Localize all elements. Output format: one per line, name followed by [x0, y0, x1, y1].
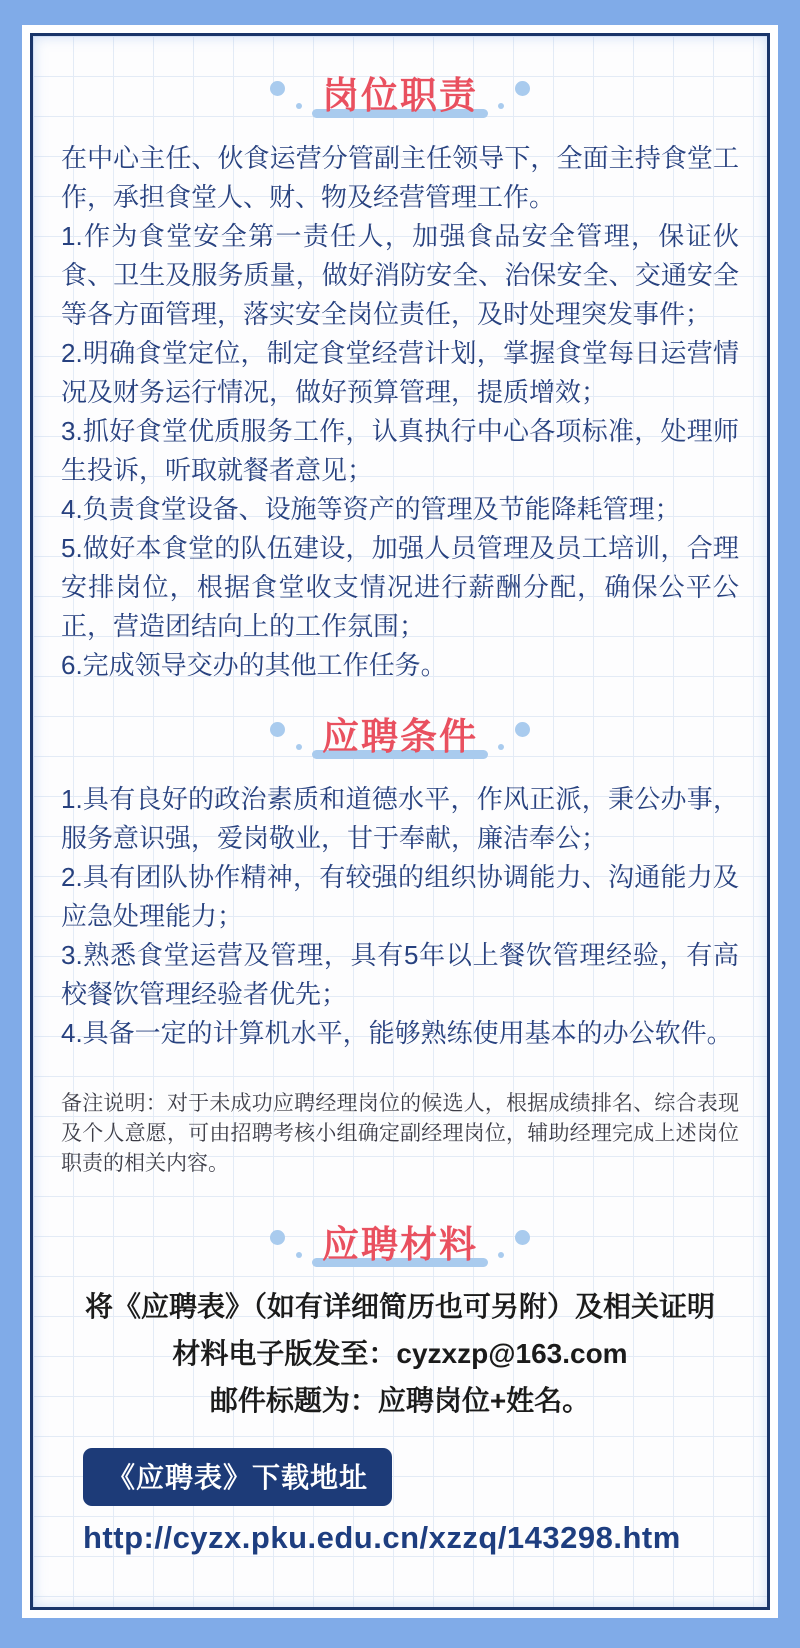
header-decor-dots-left — [270, 1224, 306, 1266]
decor-dot-large — [515, 81, 530, 96]
decor-dot-small — [498, 103, 504, 109]
decor-dot-small — [296, 103, 302, 109]
poster-card — [22, 25, 778, 1618]
section-duties-title: 岗位职责 — [322, 73, 478, 119]
decor-dot-small — [498, 744, 504, 750]
header-decor-dots-right — [494, 75, 530, 117]
section-materials-header — [61, 1219, 739, 1271]
download-button[interactable]: 《应聘表》下载地址 — [83, 1448, 392, 1506]
requirements-paragraph: 3.熟悉食堂运营及管理，具有5年以上餐饮管理经验，有高校餐饮管理经验者优先； — [61, 940, 739, 1009]
duties-paragraph: 1.作为食堂安全第一责任人，加强食品安全管理，保证伙食、卫生及服务质量，做好消防安全、治保安全、交通安全等各方面管理，落实安全岗位责任，及时处理突发事件； — [61, 221, 739, 329]
decor-dot-large — [270, 81, 285, 96]
requirements-paragraph: 1.具有良好的政治素质和道德水平，作风正派，秉公办事，服务意识强，爱岗敬业，甘于奉献，廉洁奉公； — [61, 784, 739, 853]
requirements-paragraph: 4.具备一定的计算机水平，能够熟练使用基本的办公软件。 — [61, 1018, 733, 1048]
materials-line: 将《应聘表》（如有详细简历也可另附）及相关证明 — [84, 1291, 715, 1322]
poster-frame — [30, 33, 770, 1610]
materials-body — [61, 1283, 739, 1424]
header-decor-dots-right — [494, 1224, 530, 1266]
section-duties-header — [61, 70, 739, 122]
header-decor-dots-left — [270, 716, 306, 758]
section-materials-title: 应聘材料 — [322, 1222, 478, 1268]
duties-paragraph: 4.负责食堂设备、设施等资产的管理及节能降耗管理； — [61, 494, 681, 524]
requirements-body — [61, 780, 739, 1053]
decor-dot-small — [498, 1252, 504, 1258]
duties-body — [61, 139, 739, 685]
decor-dot-large — [270, 722, 285, 737]
duties-paragraph: 3.抓好食堂优质服务工作，认真执行中心各项标准，处理师生投诉，听取就餐者意见； — [61, 416, 739, 485]
section-requirements-title: 应聘条件 — [322, 714, 478, 760]
section-requirements — [61, 711, 739, 1179]
requirements-paragraph: 2.具有团队协作精神，有较强的组织协调能力、沟通能力及应急处理能力； — [61, 862, 739, 931]
header-decor-dots-right — [494, 716, 530, 758]
materials-line: 材料电子版发至：cyzxzp@163.com — [172, 1338, 628, 1369]
duties-paragraph: 5.做好本食堂的队伍建设，加强人员管理及员工培训，合理安排岗位，根据食堂收支情况进行薪酬分配，确保公平公正，营造团结向上的工作氛围； — [61, 533, 739, 641]
duties-paragraph: 6.完成领导交办的其他工作任务。 — [61, 650, 447, 680]
decor-dot-large — [515, 1230, 530, 1245]
section-requirements-header — [61, 711, 739, 763]
section-materials — [61, 1219, 739, 1556]
decor-dot-small — [296, 1252, 302, 1258]
download-url[interactable]: http://cyzx.pku.edu.cn/xzzq/143298.htm — [83, 1520, 681, 1555]
decor-dot-small — [296, 744, 302, 750]
decor-dot-large — [270, 1230, 285, 1245]
duties-paragraph: 2.明确食堂定位，制定食堂经营计划，掌握食堂每日运营情况及财务运行情况，做好预算管理，提质增效； — [61, 338, 739, 407]
duties-paragraph: 在中心主任、伙食运营分管副主任领导下，全面主持食堂工作，承担食堂人、财、物及经营管理工作。 — [61, 143, 739, 212]
header-decor-dots-left — [270, 75, 306, 117]
decor-dot-large — [515, 722, 530, 737]
materials-line: 邮件标题为：应聘岗位+姓名。 — [209, 1385, 591, 1416]
section-duties — [61, 70, 739, 685]
note-text: 备注说明：对于未成功应聘经理岗位的候选人，根据成绩排名、综合表现及个人意愿，可由招聘考核小组确定副经理岗位，辅助经理完成上述岗位职责的相关内容。 — [61, 1092, 739, 1175]
